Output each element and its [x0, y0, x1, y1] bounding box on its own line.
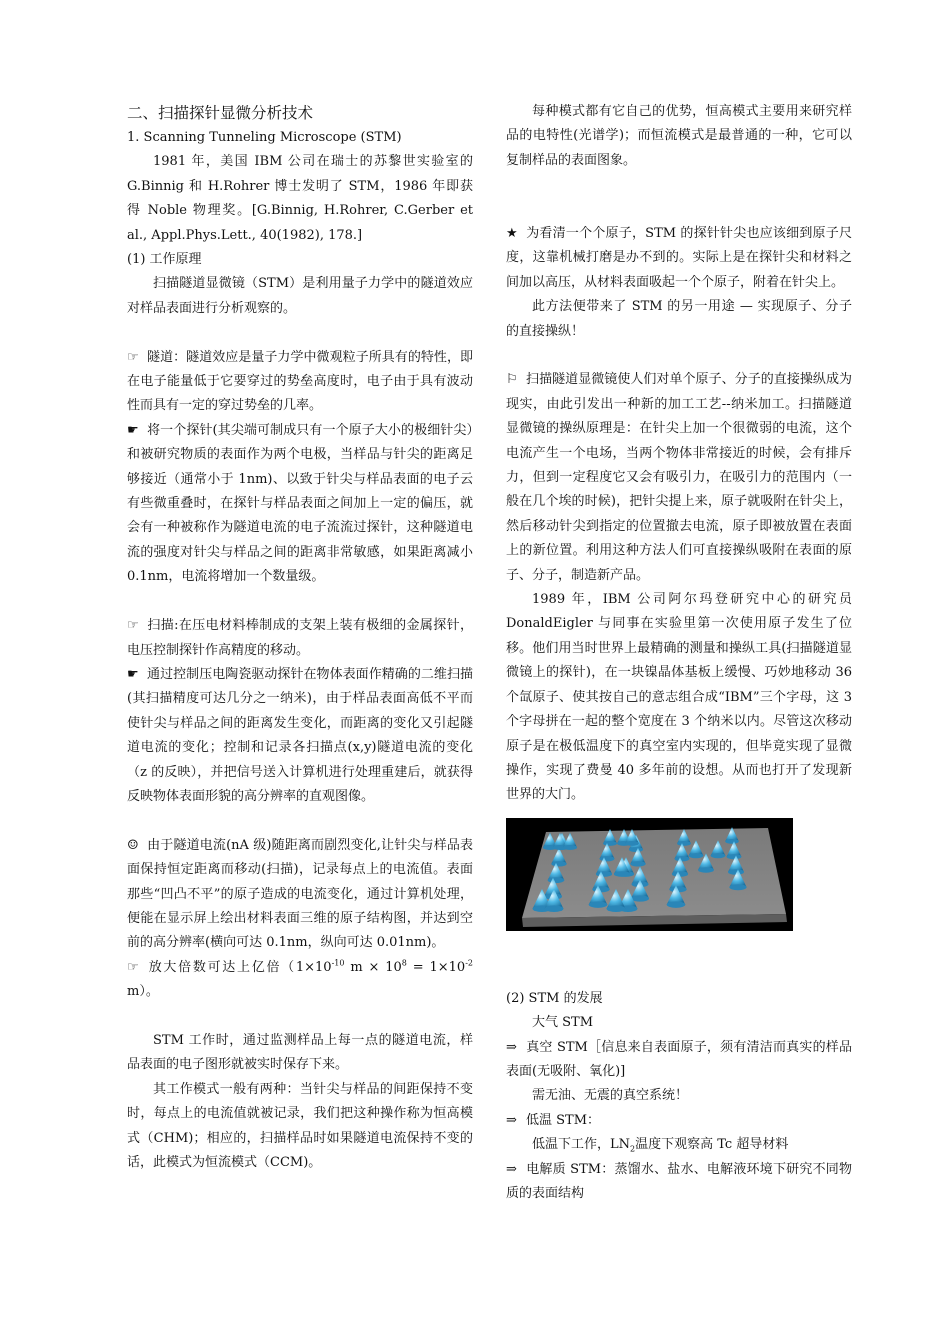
bullet-item [506, 222, 852, 295]
bullet-text: 通过控制压电陶瓷驱动探针在物体表面作精确的二维扫描(其扫描精度可达几分之一纳米)，由于样品表面高低不平而使针尖与样品之间的距离发生变化，而距离的变化又引起隧道电流的变化；控制和记录各扫描点(x,y)隧道电流的变化（z 的反映），并把信号送入计算机进行处理重建后，就获得反映物体表面形貌的高分辨率的直观图像。 [127, 666, 473, 804]
paragraph: 1989 年，IBM 公司阿尔玛登研究中心的研究员 DonaldEigler 与同事在实验里第一次使用原子发生了位移。他们用当时世界上最精确的测量和操纵工具(扫描隧道显微镜上的探针)，在一块镍晶体基板上缓慢、巧妙地移动 36 个氙原子、使其按自己的意志组合成“IBM”三个字母，这 3 个字母拼在一起的整个宽度在 3 个纳米以内。尽管这次移动原子是在极低温度下的真空室内实现的，但毕竟实现了显微操作，实现了费曼 40 多年前的设想。从而也打开了发现新世界的大门。 [506, 592, 852, 803]
spacer [506, 344, 852, 368]
bullet-text: 将一个探针(其尖端可制成只有一个原子大小的极细针尖）和被研究物质的表面作为两个电极，当样品与针尖的距离足够接近（通常小于 1nm)、以致于针尖与样品表面的电子云有些微重叠时，在探针与样品表面之间加上一定的偏压，就会有一种被称作为隧道电流的电子流流过探针，这种隧道电流的强度对针尖与样品之间的距离非常敏感，如果距离减小 0.1nm，电流将增加一个数量级。 [127, 422, 473, 585]
flag-icon: ⚐ [506, 372, 518, 388]
xenon-atom-base [675, 856, 690, 861]
bullet-item [127, 614, 473, 663]
xenon-atom-base [689, 853, 704, 858]
spacer [506, 931, 852, 987]
list-item: ⇒ 真空 STM［信息来自表面原子，须有清洁而真实的样品表面(无吸附、氧化)] [506, 1036, 852, 1085]
spacer [506, 198, 852, 222]
xenon-atom-base [629, 847, 643, 852]
bullet-text: 由于隧道电流(nA 级)随距离而剧烈变化,让针尖与样品表面保持恒定距离而移动(扫描)，记录每点上的电流值。表面那些“凹凸不平”的原子造成的电流变化，通过计算机处理，便能在显示屏上绘出材料表面三维的原子结构图，并达到空前的高分辨率(横向可达 0.1nm，纵向可达 0.01nm)。 [127, 837, 473, 951]
bullet-item [127, 419, 473, 590]
arrow-icon: ⇒ [506, 1112, 517, 1128]
paragraph: STM 工作时，通过监测样品上每一点的隧道电流，样品表面的电子图形就被实时保存下来。 [127, 1032, 473, 1073]
pointing-hand-icon: ☞ [127, 959, 139, 975]
list-item: 大气 STM [532, 1015, 594, 1031]
star-icon: ★ [506, 226, 518, 241]
xenon-atom-base [614, 871, 630, 877]
bullet-text: 为看清一个个原子，STM 的探针针尖也应该细到原子尺度，这靠机械打磨是办不到的。实际上是在探针尖和材料之间加以高压，从材料表面吸起一个个原子，附着在针尖上。 [506, 226, 852, 290]
list-item: ⇒ 低温 STM： [506, 1109, 852, 1133]
bullet-text: 扫描隧道显微镜使人们对单个原子、分子的直接操纵成为现实，由此引发出一种新的加工工艺--纳米加工。扫描隧道显微镜的操纵原理是：在针尖上加一个很微弱的电流，这个电流产生一个电场，当两个物体非常接近的时候，会有排斥力，但到一定程度它又会有吸引力，在吸引力的范围内（一般在几个埃的时候)，把针尖提上来，原子就吸附在针尖上，然后移动针尖到指定的位置撤去电流，原子即被放置在表面上的新位置。利用这种方法人们可直接操纵吸附在表面的原子、分子，制造新产品。 [506, 372, 852, 583]
xenon-atom-base [667, 901, 686, 907]
section-title: (1) 工作原理 [127, 252, 202, 268]
arrow-icon: ⇒ [506, 1161, 517, 1177]
smiley-icon: ☺ [127, 837, 139, 853]
section-heading: 二、扫描探针显微分析技术 [127, 104, 314, 122]
xenon-atom-base [545, 905, 564, 912]
pointing-hand-black-icon: ☛ [127, 422, 139, 438]
list-item: 需无油、无震的真空系统！ [532, 1088, 689, 1104]
section-title: (2) STM 的发展 [506, 990, 603, 1006]
xenon-atom-base [711, 853, 726, 858]
list-item: ⇒ 电解质 STM：蒸馏水、盐水、电解液环境下研究不同物质的表面结构 [506, 1158, 852, 1207]
xenon-atom-base [589, 901, 608, 907]
xenon-atom-base [596, 871, 612, 877]
xenon-atom-base [631, 895, 649, 901]
xenon-atom-base [725, 839, 739, 844]
arrow-icon: ⇒ [506, 1039, 517, 1055]
spacer [127, 809, 473, 833]
pointing-hand-icon: ☞ [127, 618, 139, 634]
paragraph: 1981 年，美国 IBM 公司在瑞士的苏黎世实验室的 G.Binnig 和 H.Rohrer 博士发明了 STM，1986 年即获得 Noble 物理奖。[G.Binnig, H.Rohrer, C.Gerber et al., Appl.Phys.Lett., 40(1982), 178.] [127, 154, 473, 243]
bullet-item [127, 834, 473, 956]
xenon-atom-base [698, 867, 714, 873]
xenon-atom-base [600, 856, 615, 861]
xenon-atom-base [603, 841, 617, 846]
paragraph: 扫描隧道显微镜（STM）是利用量子力学中的隧道效应对样品表面进行分析观察的。 [127, 276, 473, 316]
paragraph: 每种模式都有它自己的优势，恒高模式主要用来研究样品的电特性(光谱学)；而恒流模式是最普通的一种，它可以复制样品的表面图象。 [506, 104, 852, 168]
xenon-atom-base [551, 861, 566, 866]
paragraph: 此方法便带来了 STM 的另一用途 — 实现原子、分子的直接操纵！ [506, 299, 852, 339]
xenon-atom-base [630, 861, 645, 866]
spacer [506, 173, 852, 197]
pointing-hand-icon: ☞ [127, 349, 139, 365]
bullet-item [127, 663, 473, 809]
spacer [127, 321, 473, 345]
right-column [506, 100, 852, 1206]
xenon-atom-base [625, 841, 639, 846]
magnification-formula: 放大倍数可达上亿倍（$1\times 10^{-10}$ $m \times 10^8 = 1\times 10^{-2}$ m）。 [127, 958, 473, 1000]
spacer [127, 1005, 473, 1029]
xenon-atom-base [727, 854, 742, 859]
xenon-atom-base [607, 905, 626, 912]
spacer [127, 590, 473, 614]
bullet-item [127, 956, 473, 1005]
pointing-hand-black-icon: ☛ [127, 666, 139, 682]
left-column [127, 100, 473, 1175]
xenon-atom-base [563, 845, 577, 850]
subheading: 1. Scanning Tunneling Microscope (STM) [127, 130, 402, 145]
paragraph: 其工作模式一般有两种：当针尖与样品的间距保持不变时，每点上的电流值就被记录，我们把这种操作称为恒高模式（CHM)；相应的，扫描样品时如果隧道电流保持不变的话，此模式为恒流模式（CCM)。 [127, 1081, 473, 1170]
bullet-item [506, 368, 852, 588]
bullet-text: 隧道：隧道效应是量子力学中微观粒子所具有的特性，即在电子能量低于它要穿过的势垒高度时，电子由于具有波动性而具有一定的穿过势垒的几率。 [127, 349, 473, 414]
ibm-xenon-atoms-image [506, 818, 793, 931]
list-item: 低温下工作，$LN_2$温度下观察高 Tc 超导材料 [532, 1137, 789, 1154]
bullet-text: 扫描:在压电材料棒制成的支架上装有极细的金属探针，电压控制探针作高精度的移动。 [127, 618, 473, 658]
xenon-atom-base [548, 877, 565, 883]
bullet-item [127, 346, 473, 419]
xenon-atom-base [729, 884, 746, 890]
xenon-atom-base [677, 841, 691, 846]
